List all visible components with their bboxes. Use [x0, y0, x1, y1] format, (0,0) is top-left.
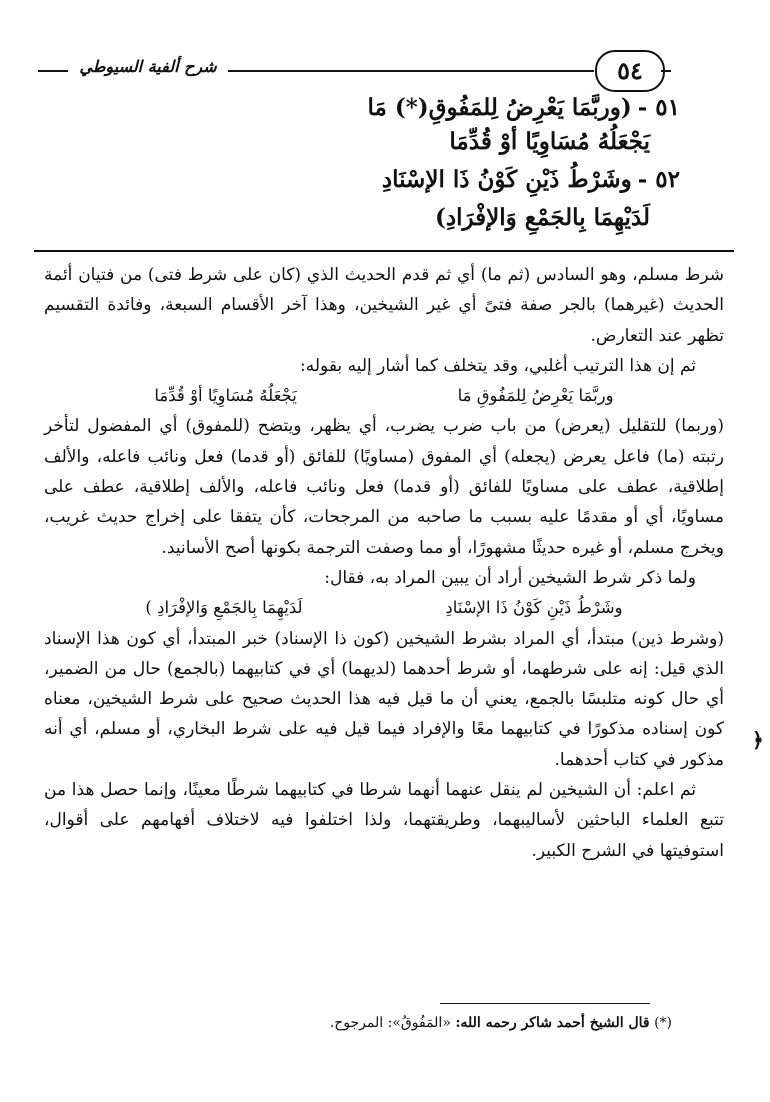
- verse-text: لَدَيْهِمَا بِالجَمْعِ وَالإفْرَادِ): [434, 204, 650, 231]
- quoted-verse: [44, 381, 724, 411]
- verse-text: (وربَّمَا يَعْرِضُ لِلمَفُوقِ(*) مَا: [367, 94, 632, 121]
- page-header: [20, 38, 750, 90]
- verse-line: [40, 124, 680, 160]
- footnote-text: «المَفُوقُ»: المرجوح.: [329, 1015, 451, 1031]
- commentary-text: [44, 260, 724, 866]
- verse-line: [40, 162, 680, 198]
- footnote-marker: (*): [654, 1015, 672, 1031]
- verse-number: ٥١ -: [637, 94, 680, 121]
- quoted-verse: [44, 593, 724, 623]
- verse-text: وشَرْطُ ذَيْنِ كَوْنُ ذَا الإسْنَادِ: [381, 166, 632, 193]
- verse-text: يَجْعَلُهُ مُسَاوِيًا أوْ قُدِّمَا: [449, 128, 650, 155]
- footnote: [300, 1012, 672, 1034]
- paragraph: ثم إن هذا الترتيب أغلبي، وقد يتخلف كما أشار إليه بقوله:: [300, 355, 696, 376]
- quoted-hemistich: وربَّمَا يَعْرِضُ لِلمَفُوقِ مَا: [457, 386, 614, 406]
- verse-block: [40, 90, 680, 245]
- quoted-hemistich: لَدَيْهِمَا بِالجَمْعِ وَالإفْرَادِ ): [145, 598, 303, 618]
- paragraph: ثم اعلم: أن الشيخين لم ينقل عنهما أنهما شرطا في كتابيهما شرطًا معينًا، وإنما حصل هذا من تتبع العلماء الباحثين لأساليبهما، وطريقتهما، ولذا اختلفوا فيه لاختلاف أفهامهم على أقوال، استوفيتها في الشرح الكبير.: [44, 780, 724, 861]
- verse-line: [40, 200, 680, 236]
- footnote-author: قال الشيخ أحمد شاكر رحمه الله:: [455, 1015, 650, 1031]
- running-title: شرح ألفية السيوطي: [79, 57, 217, 76]
- verse-number: ٥٢ -: [637, 166, 680, 193]
- footnote-rule: [440, 1003, 650, 1004]
- paragraph: شرط مسلم، وهو السادس (ثم ما) أي ثم قدم الحديث الذي (كان على شرط فتى) من فتيان أئمة الحديث (غيرهما) بالجر صفة فتىً أي غير الشيخين، وهذا آخر الأقسام السبعة، وفائدة التقسيم تظهر عند التعارض.: [44, 265, 724, 346]
- verse-line: [40, 90, 680, 126]
- header-rule-right: [228, 70, 594, 72]
- header-rule-end: [661, 70, 671, 72]
- quoted-hemistich: وشَرْطُ ذَيْنِ كَوْنُ ذَا الإسْنَادِ: [445, 598, 623, 618]
- paragraph: (وربما) للتقليل (يعرض) من باب ضرب يضرب، أي يظهر، ويتضح (للمفوق) أي المفضول لتأخر رتبته (ما) فاعل يعرض (يجعله) أي المفوق (مساويًا) للفائق (أو قدما) فعل ونائب فاعله، والألف إطلاقية، عطف على مساويًا للفائق (أو قدما) فعل ونائب فاعله، والألف إطلاقية، عطف على مساويًا، أي أو مقدمًا عليه بسبب ما صاحبه من المرجحات، كأن يتفقا على إخراج حديث غريب، ويخرج مسلم، أو غيره حديثًا مشهورًا، أو مما وصفت الترجمة بكونها أصح الأسانيد.: [44, 416, 724, 558]
- quoted-hemistich: يَجْعَلُهُ مُسَاوِيًا أوْ قُدِّمَا: [154, 386, 297, 406]
- page-number: ٥٤: [595, 50, 665, 92]
- margin-mark: ﴿: [752, 728, 764, 752]
- header-rule-left: [38, 70, 68, 72]
- paragraph: (وشرط ذين) مبتدأ، أي المراد بشرط الشيخين (كون ذا الإسناد) خبر المبتدأ، أي كون هذا الإسناد الذي قيل: إنه على شرطهما، أو شرط أحدهما (لديهما) أي في كتابيهما (بالجمع) حال من الضمير، أي حال كونه متلبسًا بالجمع، يعني أن ما قيل فيه هذا الحديث صحيح على شرط الشيخين، معناه كون إسناده مذكورًا في كتابيهما معًا والإفراد فيما قيل فيه على شرط البخاري، أو مسلم، أي أنه مذكور في كتاب أحدهما.: [44, 628, 724, 770]
- paragraph: ولما ذكر شرط الشيخين أراد أن يبين المراد به، فقال:: [324, 567, 696, 588]
- section-divider: [34, 250, 734, 252]
